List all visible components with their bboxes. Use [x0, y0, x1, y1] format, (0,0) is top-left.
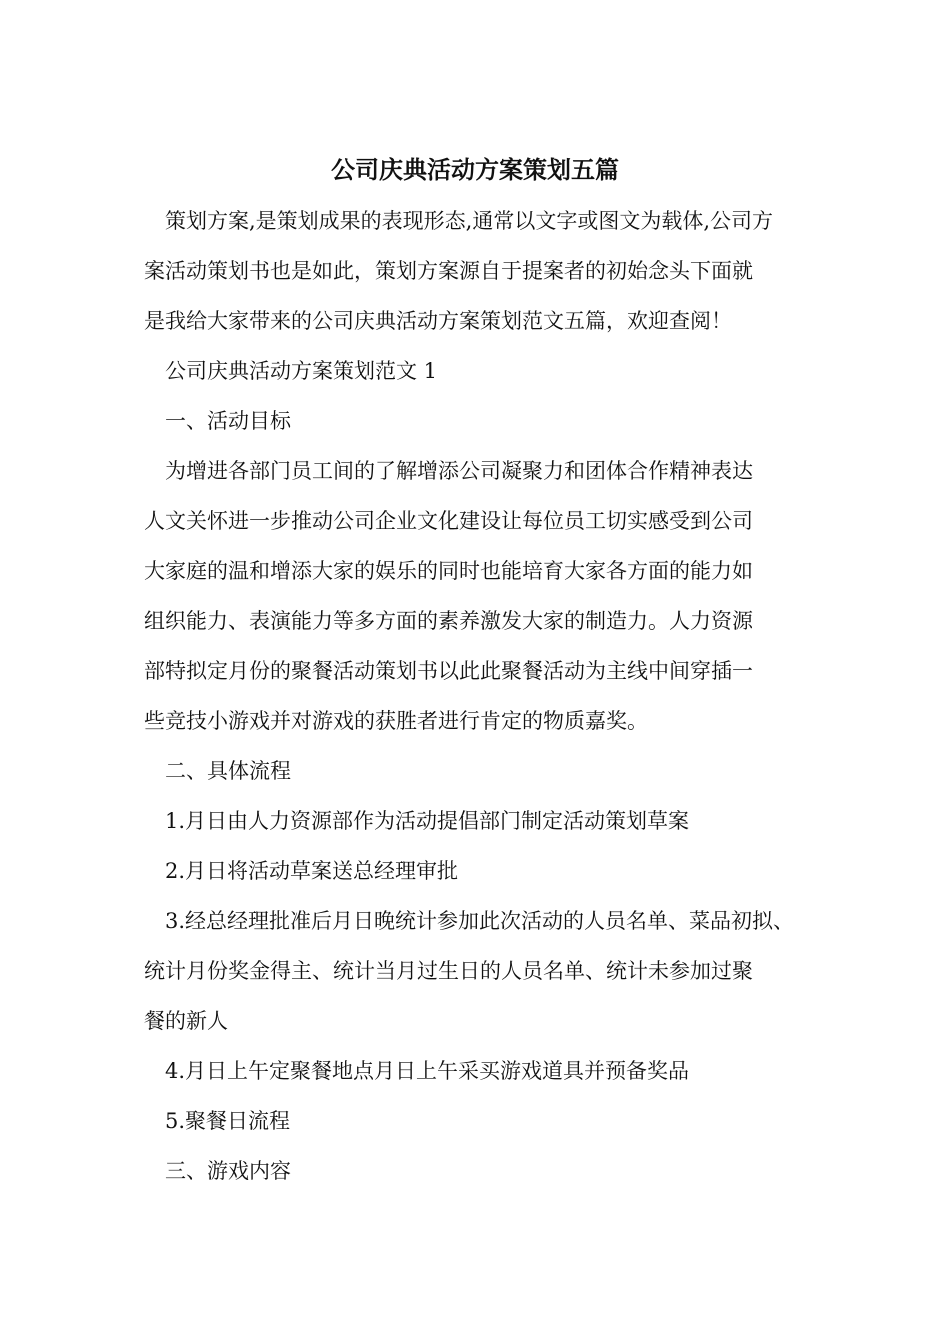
heading-activity-goal: 一、活动目标	[165, 409, 291, 433]
intro-line-3: 是我给大家带来的公司庆典活动方案策划范文五篇，欢迎查阅！	[144, 309, 732, 333]
goal-line-3: 大家庭的温和增添大家的娱乐的同时也能培育大家各方面的能力如	[144, 559, 753, 583]
goal-line-1: 为增进各部门员工间的了解增添公司凝聚力和团体合作精神表达	[165, 459, 753, 483]
process-step-3-line-1: 3.经总经理批准后月日晚统计参加此次活动的人员名单、菜品初拟、	[165, 909, 795, 933]
process-step-1: 1.月日由人力资源部作为活动提倡部门制定活动策划草案	[165, 809, 690, 833]
goal-line-4: 组织能力、表演能力等多方面的素养激发大家的制造力。人力资源	[144, 609, 753, 633]
intro-line-1: 策划方案,是策划成果的表现形态,通常以文字或图文为载体,公司方	[165, 209, 774, 233]
goal-line-5: 部特拟定月份的聚餐活动策划书以此此聚餐活动为主线中间穿插一	[144, 659, 753, 683]
process-step-4: 4.月日上午定聚餐地点月日上午采买游戏道具并预备奖品	[165, 1059, 690, 1083]
goal-line-6: 些竞技小游戏并对游戏的获胜者进行肯定的物质嘉奖。	[144, 709, 648, 733]
document-title: 公司庆典活动方案策划五篇	[331, 155, 619, 184]
process-step-2: 2.月日将活动草案送总经理审批	[165, 859, 459, 883]
process-step-3-line-3: 餐的新人	[144, 1009, 228, 1033]
heading-process: 二、具体流程	[165, 759, 291, 783]
process-step-5: 5.聚餐日流程	[165, 1109, 291, 1133]
process-step-3-line-2: 统计月份奖金得主、统计当月过生日的人员名单、统计未参加过聚	[144, 959, 753, 983]
goal-line-2: 人文关怀进一步推动公司企业文化建设让每位员工切实感受到公司	[144, 509, 753, 533]
section-title: 公司庆典活动方案策划范文 1	[165, 359, 438, 383]
heading-game-content: 三、游戏内容	[165, 1159, 291, 1183]
intro-line-2: 案活动策划书也是如此，策划方案源自于提案者的初始念头下面就	[144, 259, 753, 283]
